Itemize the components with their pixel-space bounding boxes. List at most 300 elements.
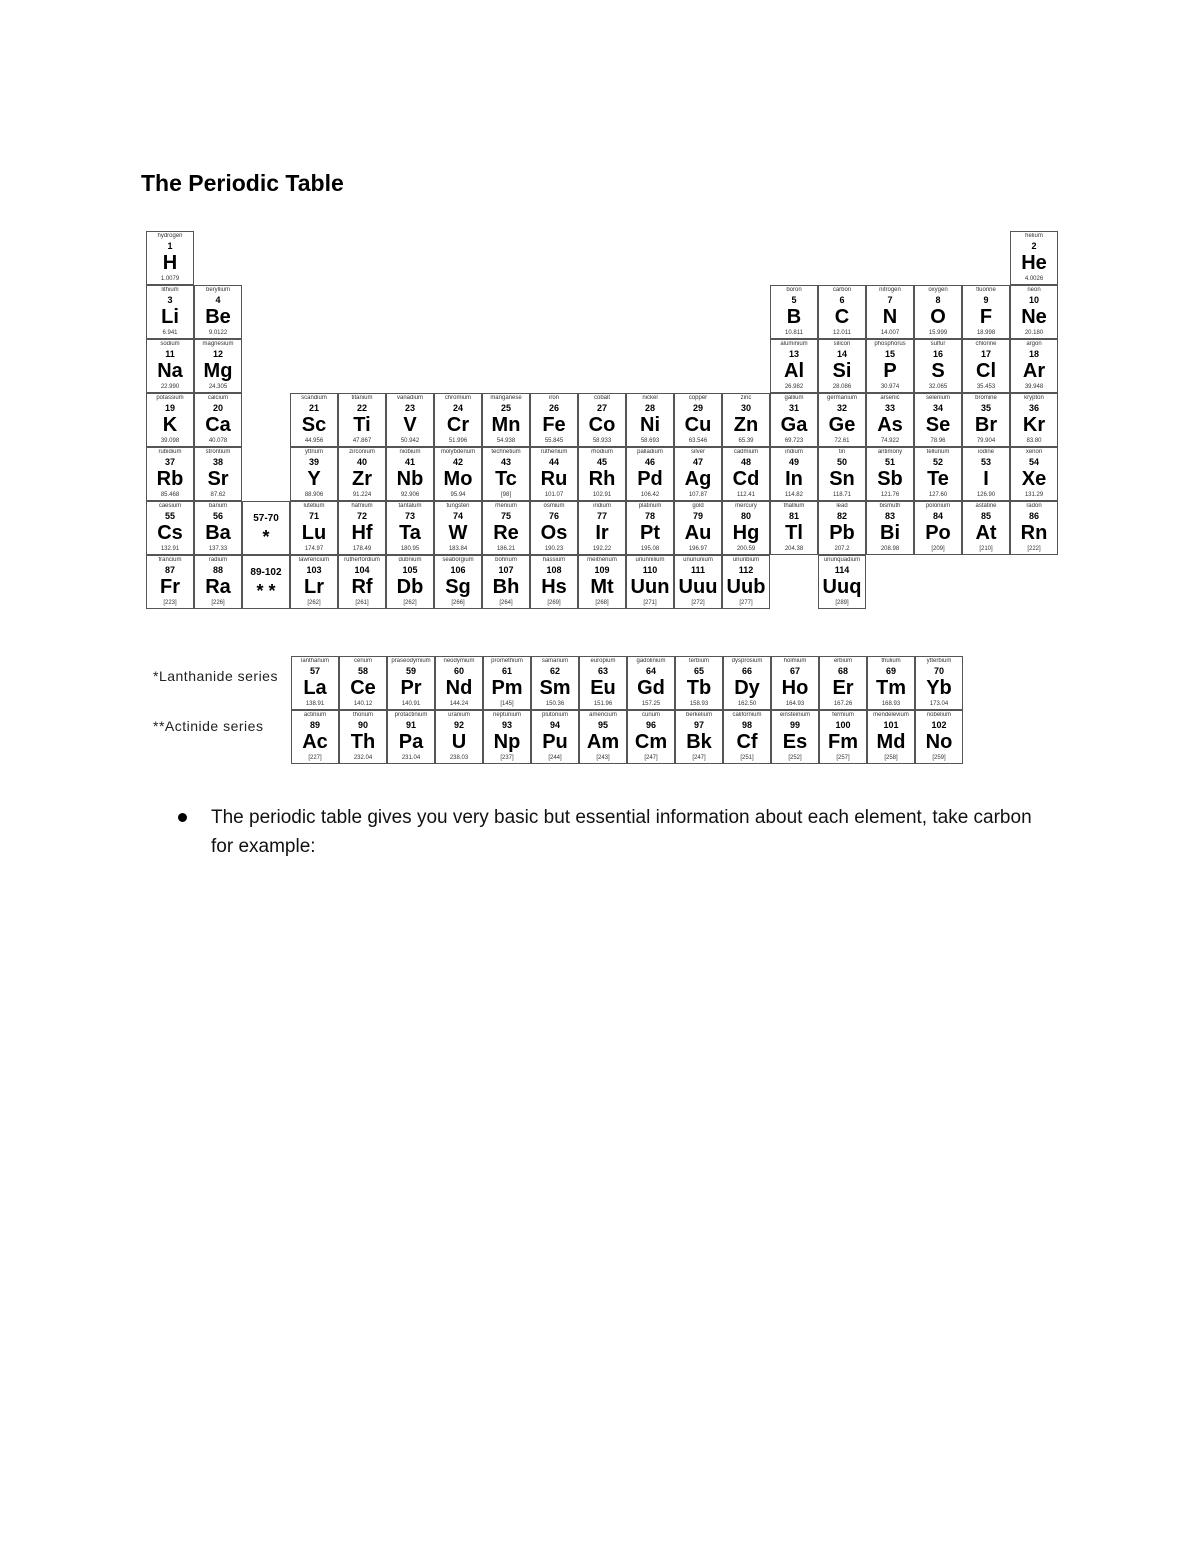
atomic-number: 19 bbox=[164, 403, 175, 413]
element-cell bbox=[866, 447, 914, 501]
atomic-mass: [262] bbox=[307, 600, 321, 606]
element-cell bbox=[434, 393, 482, 447]
element-name: cerium bbox=[353, 658, 372, 664]
element-cell bbox=[818, 501, 866, 555]
element-cell bbox=[674, 447, 722, 501]
atomic-number: 89-102 bbox=[250, 567, 282, 578]
atomic-number: 105 bbox=[402, 565, 418, 575]
element-symbol: Y bbox=[307, 468, 321, 490]
element-symbol: V bbox=[403, 414, 417, 436]
element-name: europium bbox=[590, 658, 616, 664]
atomic-mass: 85.468 bbox=[160, 492, 180, 498]
atomic-mass: [289] bbox=[835, 600, 849, 606]
element-name: rhodium bbox=[591, 449, 613, 455]
element-symbol: Sc bbox=[301, 414, 327, 436]
atomic-mass: 208.98 bbox=[880, 546, 900, 552]
atomic-number: 50 bbox=[836, 457, 847, 467]
element-symbol: P bbox=[883, 360, 897, 382]
element-name: chromium bbox=[444, 395, 472, 401]
element-cell bbox=[771, 656, 819, 710]
atomic-number: 42 bbox=[452, 457, 463, 467]
atomic-number: 22 bbox=[356, 403, 367, 413]
element-name: americium bbox=[589, 712, 617, 718]
element-symbol: Si bbox=[832, 360, 852, 382]
atomic-mass: 144.24 bbox=[449, 701, 469, 707]
element-name: uranium bbox=[448, 712, 470, 718]
atomic-number: 55 bbox=[164, 511, 175, 521]
element-cell bbox=[434, 447, 482, 501]
atomic-mass: [210] bbox=[979, 546, 993, 552]
element-symbol: Cl bbox=[976, 360, 996, 382]
element-name: bismuth bbox=[879, 503, 901, 509]
element-symbol: Uuu bbox=[678, 576, 718, 598]
atomic-mass: 157.25 bbox=[641, 701, 661, 707]
atomic-mass: [264] bbox=[499, 600, 513, 606]
atomic-number: 85 bbox=[980, 511, 991, 521]
element-name: samarium bbox=[541, 658, 569, 664]
element-name: radium bbox=[208, 557, 228, 563]
element-symbol: Lu bbox=[301, 522, 327, 544]
atomic-mass: 50.942 bbox=[400, 438, 420, 444]
element-name: beryllium bbox=[205, 287, 230, 293]
element-cell bbox=[290, 501, 338, 555]
element-cell bbox=[818, 339, 866, 393]
element-cell bbox=[1010, 447, 1058, 501]
element-name: gold bbox=[692, 503, 704, 509]
atomic-number: 14 bbox=[836, 349, 847, 359]
element-name: astatine bbox=[975, 503, 997, 509]
atomic-mass: 55.845 bbox=[544, 438, 564, 444]
atomic-number: 16 bbox=[932, 349, 943, 359]
atomic-number: 60 bbox=[453, 666, 464, 676]
element-symbol: Ga bbox=[780, 414, 808, 436]
element-cell bbox=[770, 447, 818, 501]
atomic-number: 37 bbox=[164, 457, 175, 467]
atomic-mass: [237] bbox=[500, 755, 514, 761]
element-name: hafnium bbox=[351, 503, 373, 509]
element-name: berkelium bbox=[685, 712, 712, 718]
element-cell bbox=[1010, 285, 1058, 339]
element-symbol: Te bbox=[927, 468, 949, 490]
element-name: holmium bbox=[783, 658, 807, 664]
element-symbol: Eu bbox=[590, 677, 616, 699]
atomic-number: 70 bbox=[933, 666, 944, 676]
atomic-mass: 28.086 bbox=[832, 384, 852, 390]
atomic-mass: 180.95 bbox=[400, 546, 420, 552]
element-name: neptunium bbox=[492, 712, 522, 718]
atomic-mass: 26.982 bbox=[784, 384, 804, 390]
element-cell bbox=[530, 393, 578, 447]
bullet-dot-icon bbox=[178, 813, 187, 822]
atomic-number: 9 bbox=[983, 295, 989, 305]
element-cell bbox=[242, 555, 290, 609]
atomic-mass: 47.867 bbox=[352, 438, 372, 444]
element-cell bbox=[578, 393, 626, 447]
atomic-number: 61 bbox=[501, 666, 512, 676]
atomic-number: 27 bbox=[596, 403, 607, 413]
atomic-number: 83 bbox=[884, 511, 895, 521]
element-symbol: Hf bbox=[351, 522, 373, 544]
atomic-mass: 196.97 bbox=[688, 546, 708, 552]
atomic-number: 41 bbox=[404, 457, 415, 467]
element-name: gadolinium bbox=[636, 658, 666, 664]
bullet-text: The periodic table gives you very basic but essential information about each element, take carbon for example: bbox=[211, 807, 1032, 857]
lanthanide-series-label: *Lanthanide series bbox=[153, 668, 278, 684]
atomic-mass: [243] bbox=[596, 755, 610, 761]
element-name: indium bbox=[785, 449, 803, 455]
atomic-mass: 118.71 bbox=[833, 492, 851, 498]
element-name: boron bbox=[786, 287, 802, 293]
atomic-mass: [226] bbox=[211, 600, 225, 606]
atomic-mass: 74.922 bbox=[880, 438, 900, 444]
atomic-mass: [252] bbox=[788, 755, 802, 761]
atomic-mass: 106.42 bbox=[640, 492, 660, 498]
atomic-mass: 126.90 bbox=[976, 492, 996, 498]
atomic-mass: 88.906 bbox=[304, 492, 324, 498]
element-name: curium bbox=[641, 712, 660, 718]
element-cell bbox=[338, 447, 386, 501]
element-symbol: Pt bbox=[640, 522, 660, 544]
atomic-number: 35 bbox=[980, 403, 991, 413]
element-name: gallium bbox=[784, 395, 804, 401]
element-name: aluminium bbox=[780, 341, 808, 347]
atomic-mass: 24.305 bbox=[208, 384, 228, 390]
element-symbol: * bbox=[262, 527, 270, 547]
element-cell bbox=[626, 501, 674, 555]
atomic-mass: 138.91 bbox=[305, 701, 325, 707]
atomic-mass: [222] bbox=[1027, 546, 1041, 552]
atomic-mass: 12.011 bbox=[833, 330, 851, 336]
element-symbol: Cm bbox=[634, 731, 668, 753]
atomic-mass: 54.938 bbox=[496, 438, 516, 444]
element-cell bbox=[482, 501, 530, 555]
atomic-number: 29 bbox=[692, 403, 703, 413]
atomic-mass: 112.41 bbox=[737, 492, 755, 498]
element-symbol: Sb bbox=[877, 468, 903, 490]
atomic-number: 86 bbox=[1028, 511, 1039, 521]
element-cell bbox=[915, 656, 963, 710]
element-name: hassium bbox=[542, 557, 566, 563]
element-name: arsenic bbox=[880, 395, 900, 401]
element-symbol: H bbox=[162, 252, 178, 274]
element-cell bbox=[146, 285, 194, 339]
element-symbol: Nd bbox=[445, 677, 473, 699]
atomic-number: 111 bbox=[690, 565, 706, 575]
element-cell bbox=[914, 501, 962, 555]
element-cell bbox=[482, 447, 530, 501]
element-name: phosphorus bbox=[874, 341, 906, 347]
element-name: antimony bbox=[877, 449, 903, 455]
atomic-number: 64 bbox=[645, 666, 656, 676]
element-cell bbox=[819, 656, 867, 710]
atomic-number: 68 bbox=[837, 666, 848, 676]
atomic-mass: 178.49 bbox=[352, 546, 372, 552]
bullet-item bbox=[178, 803, 1058, 861]
element-cell bbox=[578, 555, 626, 609]
element-name: lutetium bbox=[303, 503, 325, 509]
atomic-number: 94 bbox=[549, 720, 560, 730]
atomic-number: 57 bbox=[309, 666, 320, 676]
element-symbol: Th bbox=[350, 731, 376, 753]
element-symbol: Ni bbox=[640, 414, 660, 436]
element-name: thallium bbox=[783, 503, 805, 509]
atomic-number: 108 bbox=[546, 565, 562, 575]
element-name: bromine bbox=[975, 395, 997, 401]
element-name: hydrogen bbox=[157, 233, 183, 239]
element-symbol: Hs bbox=[541, 576, 567, 598]
element-symbol: Rb bbox=[156, 468, 184, 490]
element-symbol: O bbox=[930, 306, 946, 328]
element-cell bbox=[1010, 231, 1058, 285]
element-cell bbox=[194, 447, 242, 501]
element-cell bbox=[914, 339, 962, 393]
atomic-number: 84 bbox=[932, 511, 943, 521]
atomic-number: 36 bbox=[1028, 403, 1039, 413]
element-symbol: Kr bbox=[1022, 414, 1046, 436]
element-symbol: Ca bbox=[205, 414, 231, 436]
element-name: plutonium bbox=[541, 712, 568, 718]
atomic-number: 47 bbox=[692, 457, 703, 467]
element-name: sodium bbox=[160, 341, 180, 347]
atomic-number: 56 bbox=[212, 511, 223, 521]
element-cell bbox=[290, 555, 338, 609]
atomic-number: 18 bbox=[1028, 349, 1039, 359]
element-symbol: No bbox=[925, 731, 953, 753]
atomic-mass: 121.76 bbox=[880, 492, 900, 498]
atomic-mass: 162.50 bbox=[737, 701, 757, 707]
element-name: ytterbium bbox=[926, 658, 952, 664]
element-cell bbox=[531, 656, 579, 710]
atomic-mass: 132.91 bbox=[160, 546, 180, 552]
element-symbol: Cr bbox=[446, 414, 470, 436]
element-cell bbox=[435, 710, 483, 764]
element-symbol: Mo bbox=[443, 468, 473, 490]
element-symbol: Ho bbox=[781, 677, 809, 699]
atomic-mass: 58.933 bbox=[592, 438, 612, 444]
element-symbol: Sr bbox=[207, 468, 229, 490]
element-symbol: Pb bbox=[829, 522, 855, 544]
element-symbol: Uuq bbox=[822, 576, 862, 598]
atomic-mass: 140.12 bbox=[353, 701, 373, 707]
element-symbol: Es bbox=[782, 731, 808, 753]
atomic-mass: 204.38 bbox=[784, 546, 804, 552]
element-symbol: Uun bbox=[630, 576, 670, 598]
element-symbol: I bbox=[983, 468, 989, 490]
atomic-number: 97 bbox=[693, 720, 704, 730]
atomic-mass: [266] bbox=[451, 600, 465, 606]
atomic-number: 92 bbox=[453, 720, 464, 730]
atomic-mass: 18.998 bbox=[976, 330, 996, 336]
element-cell bbox=[722, 555, 770, 609]
element-cell bbox=[723, 656, 771, 710]
element-symbol: Ar bbox=[1022, 360, 1046, 382]
atomic-mass: 9.0122 bbox=[208, 330, 228, 336]
atomic-mass: 39.948 bbox=[1024, 384, 1044, 390]
atomic-mass: 174.97 bbox=[304, 546, 324, 552]
element-symbol: Ti bbox=[353, 414, 371, 436]
atomic-number: 53 bbox=[980, 457, 991, 467]
element-name: scandium bbox=[301, 395, 327, 401]
atomic-mass: 186.21 bbox=[496, 546, 516, 552]
element-symbol: Fm bbox=[828, 731, 858, 753]
atomic-number: 45 bbox=[596, 457, 607, 467]
atomic-number: 82 bbox=[836, 511, 847, 521]
element-name: magnesium bbox=[202, 341, 234, 347]
element-cell bbox=[386, 555, 434, 609]
element-cell bbox=[339, 710, 387, 764]
element-symbol: Tc bbox=[495, 468, 517, 490]
element-symbol: Fe bbox=[542, 414, 566, 436]
atomic-mass: 183.84 bbox=[448, 546, 468, 552]
atomic-mass: 78.96 bbox=[930, 438, 946, 444]
element-cell bbox=[579, 710, 627, 764]
element-symbol: Db bbox=[396, 576, 424, 598]
element-cell bbox=[626, 447, 674, 501]
atomic-number: 34 bbox=[932, 403, 943, 413]
element-symbol: Ce bbox=[350, 677, 376, 699]
element-name: tellurium bbox=[926, 449, 950, 455]
atomic-number: 76 bbox=[548, 511, 559, 521]
atomic-mass: 58.693 bbox=[640, 438, 660, 444]
atomic-mass: 32.065 bbox=[928, 384, 948, 390]
element-cell bbox=[962, 393, 1010, 447]
element-cell bbox=[194, 555, 242, 609]
element-symbol: Pd bbox=[637, 468, 663, 490]
atomic-number: 10 bbox=[1028, 295, 1039, 305]
element-symbol: Tb bbox=[686, 677, 712, 699]
element-cell bbox=[291, 710, 339, 764]
element-symbol: Re bbox=[493, 522, 519, 544]
element-cell bbox=[866, 501, 914, 555]
element-symbol: Li bbox=[161, 306, 179, 328]
atomic-mass: 207.2 bbox=[834, 546, 850, 552]
atomic-mass: 69.723 bbox=[784, 438, 804, 444]
element-cell bbox=[674, 393, 722, 447]
element-symbol: Sg bbox=[445, 576, 471, 598]
atomic-mass: 30.974 bbox=[880, 384, 900, 390]
element-cell bbox=[290, 393, 338, 447]
element-name: dubnium bbox=[398, 557, 422, 563]
element-name: vanadium bbox=[396, 395, 423, 401]
atomic-number: 73 bbox=[404, 511, 415, 521]
element-cell bbox=[578, 501, 626, 555]
element-symbol: Pr bbox=[400, 677, 422, 699]
atomic-mass: 238.03 bbox=[449, 755, 469, 761]
element-cell bbox=[818, 555, 866, 609]
atomic-mass: 44.956 bbox=[304, 438, 324, 444]
element-symbol: Ra bbox=[205, 576, 231, 598]
atomic-mass: 173.04 bbox=[929, 701, 949, 707]
element-cell bbox=[146, 231, 194, 285]
atomic-mass: 72.61 bbox=[834, 438, 850, 444]
element-symbol: Zn bbox=[733, 414, 759, 436]
atomic-number: 58 bbox=[357, 666, 368, 676]
element-name: xenon bbox=[1025, 449, 1043, 455]
element-symbol: Se bbox=[925, 414, 951, 436]
atomic-number: 3 bbox=[167, 295, 173, 305]
atomic-mass: 63.546 bbox=[688, 438, 708, 444]
element-symbol: Al bbox=[784, 360, 804, 382]
atomic-number: 2 bbox=[1031, 241, 1037, 251]
element-name: silicon bbox=[833, 341, 851, 347]
element-name: tin bbox=[838, 449, 846, 455]
element-name: francium bbox=[158, 557, 182, 563]
atomic-mass: [247] bbox=[644, 755, 658, 761]
element-name: iridium bbox=[593, 503, 611, 509]
atomic-number: 91 bbox=[405, 720, 416, 730]
element-symbol: Mg bbox=[203, 360, 233, 382]
element-cell bbox=[146, 339, 194, 393]
atomic-number: 100 bbox=[835, 720, 851, 730]
element-name: molybdenum bbox=[440, 449, 476, 455]
element-name: krypton bbox=[1024, 395, 1044, 401]
element-name: promethium bbox=[491, 658, 523, 664]
element-name: ununbium bbox=[732, 557, 760, 563]
element-name: dysprosium bbox=[731, 658, 763, 664]
element-cell bbox=[434, 501, 482, 555]
atomic-number: 98 bbox=[741, 720, 752, 730]
atomic-mass: [145] bbox=[500, 701, 514, 707]
atomic-number: 39 bbox=[308, 457, 319, 467]
atomic-mass: 101.07 bbox=[544, 492, 564, 498]
atomic-mass: 151.96 bbox=[593, 701, 613, 707]
atomic-number: 20 bbox=[212, 403, 223, 413]
atomic-number: 71 bbox=[308, 511, 319, 521]
element-cell bbox=[770, 501, 818, 555]
atomic-mass: 232.04 bbox=[353, 755, 373, 761]
atomic-number: 48 bbox=[740, 457, 751, 467]
element-name: meitnerium bbox=[587, 557, 617, 563]
atomic-mass: [247] bbox=[692, 755, 706, 761]
atomic-number: 72 bbox=[356, 511, 367, 521]
atomic-number: 101 bbox=[883, 720, 899, 730]
element-cell bbox=[530, 447, 578, 501]
element-name: chlorine bbox=[975, 341, 997, 347]
atomic-number: 13 bbox=[788, 349, 799, 359]
atomic-mass: 83.80 bbox=[1026, 438, 1042, 444]
element-cell bbox=[194, 393, 242, 447]
element-cell bbox=[867, 656, 915, 710]
element-cell bbox=[338, 555, 386, 609]
atomic-mass: 168.93 bbox=[881, 701, 901, 707]
element-cell bbox=[914, 447, 962, 501]
atomic-number: 89 bbox=[309, 720, 320, 730]
element-name: lawrencium bbox=[298, 557, 330, 563]
atomic-number: 12 bbox=[212, 349, 223, 359]
atomic-number: 8 bbox=[935, 295, 941, 305]
element-name: zinc bbox=[740, 395, 752, 401]
element-symbol: Ta bbox=[399, 522, 421, 544]
atomic-mass: [277] bbox=[739, 600, 753, 606]
element-symbol: Ag bbox=[684, 468, 712, 490]
element-cell bbox=[242, 501, 290, 555]
atomic-mass: 190.23 bbox=[544, 546, 564, 552]
atomic-mass: 137.33 bbox=[208, 546, 228, 552]
atomic-mass: [271] bbox=[643, 600, 657, 606]
element-name: erbium bbox=[833, 658, 853, 664]
element-cell bbox=[723, 710, 771, 764]
element-name: yttrium bbox=[305, 449, 323, 455]
element-cell bbox=[146, 501, 194, 555]
atomic-number: 54 bbox=[1028, 457, 1039, 467]
atomic-number: 30 bbox=[740, 403, 751, 413]
element-name: lithium bbox=[161, 287, 179, 293]
atomic-number: 43 bbox=[500, 457, 511, 467]
atomic-number: 26 bbox=[548, 403, 559, 413]
element-name: helium bbox=[1025, 233, 1043, 239]
atomic-mass: 40.078 bbox=[208, 438, 228, 444]
element-name: neodymium bbox=[443, 658, 475, 664]
